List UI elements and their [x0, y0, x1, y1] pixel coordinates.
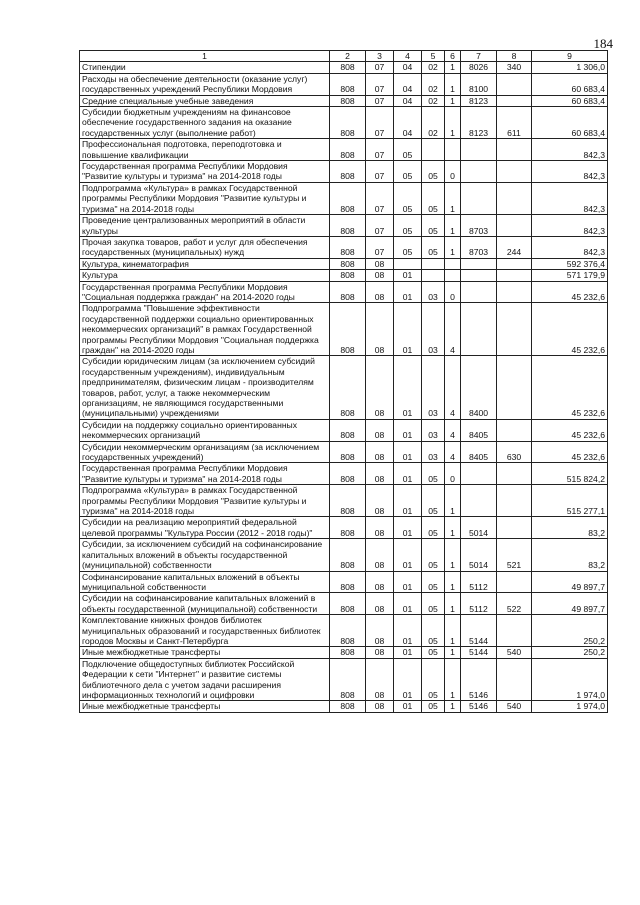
table-row [80, 647, 608, 658]
row-code-cell [497, 615, 532, 647]
row-code-cell [422, 258, 445, 269]
row-name-cell: Прочая закупка товаров, работ и услуг для обеспечения государственных (муниципальных) нужд [80, 236, 330, 258]
row-code-cell: 611 [497, 107, 532, 139]
table-row [80, 215, 608, 237]
row-code-cell: 07 [366, 62, 394, 73]
row-code-cell: 01 [394, 281, 422, 303]
row-code-cell [461, 485, 497, 517]
row-code-cell: 4 [445, 356, 461, 419]
row-name-cell: Подпрограмма «Культура» в рамках Государственной программы Республики Мордовия "Развитие культуры и туризма" на 2014-2018 годы [80, 485, 330, 517]
row-code-cell [497, 463, 532, 485]
row-code-cell: 4 [445, 419, 461, 441]
row-amount-cell: 45 232,6 [532, 356, 608, 419]
row-code-cell: 05 [422, 485, 445, 517]
row-code-cell: 808 [330, 615, 366, 647]
row-code-cell [497, 658, 532, 701]
table-row [80, 701, 608, 712]
row-code-cell: 03 [422, 303, 445, 356]
table-row [80, 107, 608, 139]
row-code-cell: 01 [394, 270, 422, 281]
row-code-cell: 5144 [461, 647, 497, 658]
row-code-cell: 03 [422, 356, 445, 419]
row-name-cell: Иные межбюджетные трансферты [80, 647, 330, 658]
row-name-cell: Государственная программа Республики Мордовия "Развитие культуры и туризма" на 2014-2018 годы [80, 463, 330, 485]
row-code-cell: 05 [422, 658, 445, 701]
row-code-cell: 04 [394, 62, 422, 73]
row-name-cell: Расходы на обеспечение деятельности (оказание услуг) государственных учреждений Республики Мордовия [80, 73, 330, 95]
row-code-cell: 05 [422, 539, 445, 571]
row-amount-cell: 45 232,6 [532, 281, 608, 303]
row-code-cell: 540 [497, 647, 532, 658]
row-code-cell: 5146 [461, 701, 497, 712]
row-code-cell: 808 [330, 95, 366, 106]
row-code-cell: 808 [330, 593, 366, 615]
column-header: 2 [330, 51, 366, 62]
row-amount-cell: 49 897,7 [532, 571, 608, 593]
row-code-cell: 5112 [461, 593, 497, 615]
row-code-cell: 8405 [461, 419, 497, 441]
row-amount-cell: 45 232,6 [532, 303, 608, 356]
row-code-cell: 04 [394, 73, 422, 95]
row-code-cell: 07 [366, 73, 394, 95]
row-name-cell: Стипендии [80, 62, 330, 73]
row-code-cell: 08 [366, 303, 394, 356]
page-number: 184 [593, 36, 613, 51]
row-code-cell: 808 [330, 647, 366, 658]
row-code-cell: 02 [422, 73, 445, 95]
row-code-cell: 8123 [461, 107, 497, 139]
row-code-cell: 03 [422, 281, 445, 303]
row-code-cell: 5014 [461, 539, 497, 571]
row-name-cell: Иные межбюджетные трансферты [80, 701, 330, 712]
row-amount-cell: 250,2 [532, 615, 608, 647]
row-code-cell: 07 [366, 236, 394, 258]
column-header: 8 [497, 51, 532, 62]
row-code-cell: 01 [394, 463, 422, 485]
row-code-cell: 808 [330, 215, 366, 237]
row-code-cell: 244 [497, 236, 532, 258]
row-code-cell: 808 [330, 539, 366, 571]
row-code-cell: 01 [394, 658, 422, 701]
table-row [80, 139, 608, 161]
table-row [80, 419, 608, 441]
row-name-cell: Комплектование книжных фондов библиотек муниципальных образований и государственных библиотек городов Москвы и Санкт-Петербурга [80, 615, 330, 647]
row-amount-cell: 60 683,4 [532, 95, 608, 106]
row-code-cell: 01 [394, 571, 422, 593]
row-code-cell: 01 [394, 303, 422, 356]
row-code-cell: 1 [445, 95, 461, 106]
row-code-cell: 08 [366, 463, 394, 485]
row-code-cell: 808 [330, 182, 366, 214]
row-code-cell: 01 [394, 419, 422, 441]
row-code-cell: 808 [330, 463, 366, 485]
table-row [80, 73, 608, 95]
row-amount-cell: 1 974,0 [532, 701, 608, 712]
row-code-cell: 05 [422, 463, 445, 485]
row-code-cell: 05 [422, 215, 445, 237]
row-code-cell [461, 281, 497, 303]
row-code-cell: 1 [445, 236, 461, 258]
row-code-cell: 0 [445, 463, 461, 485]
row-code-cell: 808 [330, 517, 366, 539]
row-amount-cell: 83,2 [532, 517, 608, 539]
row-code-cell: 01 [394, 441, 422, 463]
row-name-cell: Подпрограмма «Культура» в рамках Государственной программы Республики Мордовия "Развитие культуры и туризма" на 2014-2018 годы [80, 182, 330, 214]
table-row [80, 281, 608, 303]
row-code-cell: 0 [445, 281, 461, 303]
row-code-cell [422, 139, 445, 161]
row-code-cell: 05 [422, 236, 445, 258]
row-name-cell: Государственная программа Республики Мордовия "Социальная поддержка граждан" на 2014-2020 годы [80, 281, 330, 303]
row-amount-cell: 571 179,9 [532, 270, 608, 281]
row-code-cell [461, 303, 497, 356]
row-name-cell: Средние специальные учебные заведения [80, 95, 330, 106]
row-name-cell: Подпрограмма "Повышение эффективности государственной поддержки социально ориентированных некоммерческих организаций" в рамках Государственной программы Республики Мордовия "Социальная поддержка граждан" на 2014-2020 годы [80, 303, 330, 356]
row-code-cell [445, 270, 461, 281]
row-code-cell: 808 [330, 441, 366, 463]
row-code-cell: 02 [422, 107, 445, 139]
row-code-cell: 04 [394, 107, 422, 139]
row-code-cell: 521 [497, 539, 532, 571]
table-row [80, 485, 608, 517]
row-code-cell: 08 [366, 517, 394, 539]
table-row [80, 62, 608, 73]
row-code-cell: 08 [366, 258, 394, 269]
row-code-cell [461, 463, 497, 485]
row-amount-cell: 45 232,6 [532, 419, 608, 441]
row-code-cell: 05 [422, 701, 445, 712]
row-code-cell: 05 [422, 161, 445, 183]
row-amount-cell: 842,3 [532, 215, 608, 237]
row-code-cell [461, 161, 497, 183]
column-header: 1 [80, 51, 330, 62]
row-code-cell: 04 [394, 95, 422, 106]
row-code-cell: 4 [445, 441, 461, 463]
row-code-cell: 808 [330, 303, 366, 356]
row-code-cell: 05 [422, 647, 445, 658]
row-code-cell: 08 [366, 571, 394, 593]
row-name-cell: Субсидии некоммерческим организациям (за исключением государственных учреждений) [80, 441, 330, 463]
row-amount-cell: 45 232,6 [532, 441, 608, 463]
row-code-cell: 1 [445, 215, 461, 237]
row-code-cell: 8100 [461, 73, 497, 95]
row-code-cell: 808 [330, 419, 366, 441]
row-code-cell [497, 485, 532, 517]
row-code-cell [497, 571, 532, 593]
row-code-cell: 05 [422, 182, 445, 214]
row-amount-cell: 49 897,7 [532, 593, 608, 615]
column-header: 7 [461, 51, 497, 62]
row-code-cell: 808 [330, 236, 366, 258]
table-body [80, 62, 608, 712]
row-code-cell: 05 [422, 615, 445, 647]
row-code-cell: 08 [366, 615, 394, 647]
row-code-cell [394, 258, 422, 269]
row-code-cell: 08 [366, 356, 394, 419]
table-header-row [80, 51, 608, 62]
row-code-cell: 1 [445, 593, 461, 615]
row-code-cell: 5144 [461, 615, 497, 647]
row-code-cell: 808 [330, 270, 366, 281]
row-name-cell: Субсидии на софинансирование капитальных вложений в объекты государственной (муниципальной) собственности [80, 593, 330, 615]
row-code-cell: 1 [445, 107, 461, 139]
row-code-cell: 01 [394, 701, 422, 712]
row-code-cell [497, 258, 532, 269]
budget-table [79, 50, 608, 713]
row-amount-cell: 1 974,0 [532, 658, 608, 701]
row-code-cell: 8405 [461, 441, 497, 463]
row-code-cell [461, 258, 497, 269]
row-code-cell: 8400 [461, 356, 497, 419]
row-code-cell: 08 [366, 485, 394, 517]
row-code-cell: 07 [366, 215, 394, 237]
row-amount-cell: 842,3 [532, 161, 608, 183]
row-code-cell: 05 [422, 593, 445, 615]
row-code-cell: 08 [366, 270, 394, 281]
row-name-cell: Софинансирование капитальных вложений в объекты муниципальной собственности [80, 571, 330, 593]
table-row [80, 236, 608, 258]
row-code-cell: 1 [445, 615, 461, 647]
row-code-cell: 08 [366, 281, 394, 303]
row-code-cell [461, 139, 497, 161]
row-code-cell: 808 [330, 485, 366, 517]
row-code-cell: 01 [394, 615, 422, 647]
row-code-cell: 05 [394, 215, 422, 237]
row-name-cell: Государственная программа Республики Мордовия "Развитие культуры и туризма" на 2014-2018 годы [80, 161, 330, 183]
row-code-cell: 808 [330, 73, 366, 95]
row-amount-cell: 515 824,2 [532, 463, 608, 485]
row-code-cell [461, 270, 497, 281]
table-row [80, 658, 608, 701]
row-code-cell: 808 [330, 161, 366, 183]
row-code-cell: 08 [366, 647, 394, 658]
row-name-cell: Субсидии юридическим лицам (за исключением субсидий государственным учреждениям), индивидуальным предпринимателям, физическим лицам - производителям товаров, работ, услуг, а также некоммерческим организациям, не являющимся государственными (муниципальными) учреждениями [80, 356, 330, 419]
row-code-cell: 808 [330, 571, 366, 593]
row-code-cell: 808 [330, 139, 366, 161]
row-code-cell: 340 [497, 62, 532, 73]
row-name-cell: Субсидии на реализацию мероприятий федеральной целевой программы "Культура России (2012 - 2018 годы)" [80, 517, 330, 539]
table-row [80, 270, 608, 281]
row-code-cell: 0 [445, 161, 461, 183]
table-row [80, 258, 608, 269]
row-code-cell: 03 [422, 419, 445, 441]
column-header: 3 [366, 51, 394, 62]
row-code-cell [497, 215, 532, 237]
row-code-cell: 1 [445, 485, 461, 517]
row-code-cell: 05 [394, 161, 422, 183]
row-code-cell: 02 [422, 62, 445, 73]
row-code-cell: 05 [422, 571, 445, 593]
table-row [80, 161, 608, 183]
row-code-cell: 522 [497, 593, 532, 615]
row-name-cell: Субсидии, за исключением субсидий на софинансирование капитальных вложений в объекты государственной (муниципальной) собственности [80, 539, 330, 571]
row-code-cell [497, 356, 532, 419]
row-name-cell: Подключение общедоступных библиотек Российской Федерации к сети "Интернет" и развитие системы библиотечного дела с учетом задачи расширения информационных технологий и оцифровки [80, 658, 330, 701]
row-code-cell [445, 258, 461, 269]
row-code-cell: 5112 [461, 571, 497, 593]
row-code-cell [497, 182, 532, 214]
row-code-cell: 4 [445, 303, 461, 356]
row-code-cell [497, 281, 532, 303]
row-code-cell [497, 270, 532, 281]
row-code-cell: 01 [394, 517, 422, 539]
row-code-cell: 05 [394, 236, 422, 258]
column-header: 4 [394, 51, 422, 62]
row-code-cell: 1 [445, 701, 461, 712]
row-code-cell: 05 [422, 517, 445, 539]
row-code-cell: 05 [394, 139, 422, 161]
row-code-cell: 1 [445, 658, 461, 701]
row-amount-cell: 842,3 [532, 236, 608, 258]
row-code-cell [422, 270, 445, 281]
row-code-cell: 01 [394, 593, 422, 615]
row-amount-cell: 83,2 [532, 539, 608, 571]
column-header: 9 [532, 51, 608, 62]
row-code-cell: 8703 [461, 215, 497, 237]
table-row [80, 571, 608, 593]
row-code-cell: 07 [366, 139, 394, 161]
row-code-cell: 8703 [461, 236, 497, 258]
row-code-cell: 01 [394, 647, 422, 658]
row-code-cell: 630 [497, 441, 532, 463]
column-header: 5 [422, 51, 445, 62]
row-code-cell: 5146 [461, 658, 497, 701]
row-amount-cell: 60 683,4 [532, 107, 608, 139]
row-code-cell: 03 [422, 441, 445, 463]
table-row [80, 463, 608, 485]
row-code-cell: 08 [366, 593, 394, 615]
row-name-cell: Субсидии бюджетным учреждениям на финансовое обеспечение государственного задания на оказание государственных услуг (выполнение работ) [80, 107, 330, 139]
row-name-cell: Культура, кинематография [80, 258, 330, 269]
table-row [80, 95, 608, 106]
table-row [80, 356, 608, 419]
row-code-cell: 5014 [461, 517, 497, 539]
row-code-cell [445, 139, 461, 161]
row-amount-cell: 592 376,4 [532, 258, 608, 269]
row-code-cell: 08 [366, 539, 394, 571]
row-code-cell: 01 [394, 356, 422, 419]
row-code-cell: 808 [330, 701, 366, 712]
row-code-cell: 808 [330, 281, 366, 303]
row-code-cell: 1 [445, 647, 461, 658]
row-code-cell: 01 [394, 485, 422, 517]
row-code-cell: 1 [445, 539, 461, 571]
row-amount-cell: 1 306,0 [532, 62, 608, 73]
row-code-cell: 05 [394, 182, 422, 214]
row-code-cell [497, 419, 532, 441]
row-amount-cell: 515 277,1 [532, 485, 608, 517]
row-code-cell: 08 [366, 419, 394, 441]
row-amount-cell: 60 683,4 [532, 73, 608, 95]
row-name-cell: Профессиональная подготовка, переподготовка и повышение квалификации [80, 139, 330, 161]
row-code-cell: 1 [445, 571, 461, 593]
row-code-cell: 08 [366, 441, 394, 463]
row-code-cell [497, 517, 532, 539]
table-row [80, 182, 608, 214]
column-header: 6 [445, 51, 461, 62]
row-code-cell: 808 [330, 62, 366, 73]
row-code-cell: 07 [366, 182, 394, 214]
table-row [80, 615, 608, 647]
row-code-cell: 808 [330, 258, 366, 269]
table-row [80, 303, 608, 356]
row-code-cell: 1 [445, 62, 461, 73]
row-code-cell: 808 [330, 356, 366, 419]
row-code-cell [497, 139, 532, 161]
row-amount-cell: 250,2 [532, 647, 608, 658]
row-code-cell: 1 [445, 182, 461, 214]
row-code-cell: 07 [366, 161, 394, 183]
table-row [80, 593, 608, 615]
row-code-cell: 1 [445, 517, 461, 539]
row-code-cell [497, 95, 532, 106]
row-code-cell [497, 303, 532, 356]
row-code-cell: 540 [497, 701, 532, 712]
row-name-cell: Культура [80, 270, 330, 281]
row-code-cell [497, 73, 532, 95]
row-code-cell: 07 [366, 95, 394, 106]
row-code-cell: 1 [445, 73, 461, 95]
table-row [80, 517, 608, 539]
row-code-cell [497, 161, 532, 183]
row-amount-cell: 842,3 [532, 182, 608, 214]
table-row [80, 441, 608, 463]
row-code-cell: 808 [330, 107, 366, 139]
row-name-cell: Субсидии на поддержку социально ориентированных некоммерческих организаций [80, 419, 330, 441]
row-code-cell: 808 [330, 658, 366, 701]
row-code-cell: 02 [422, 95, 445, 106]
row-code-cell [461, 182, 497, 214]
row-code-cell: 07 [366, 107, 394, 139]
row-code-cell: 08 [366, 658, 394, 701]
row-code-cell: 08 [366, 701, 394, 712]
row-code-cell: 01 [394, 539, 422, 571]
table-row [80, 539, 608, 571]
row-amount-cell: 842,3 [532, 139, 608, 161]
row-code-cell: 8026 [461, 62, 497, 73]
row-name-cell: Проведение централизованных мероприятий в области культуры [80, 215, 330, 237]
row-code-cell: 8123 [461, 95, 497, 106]
